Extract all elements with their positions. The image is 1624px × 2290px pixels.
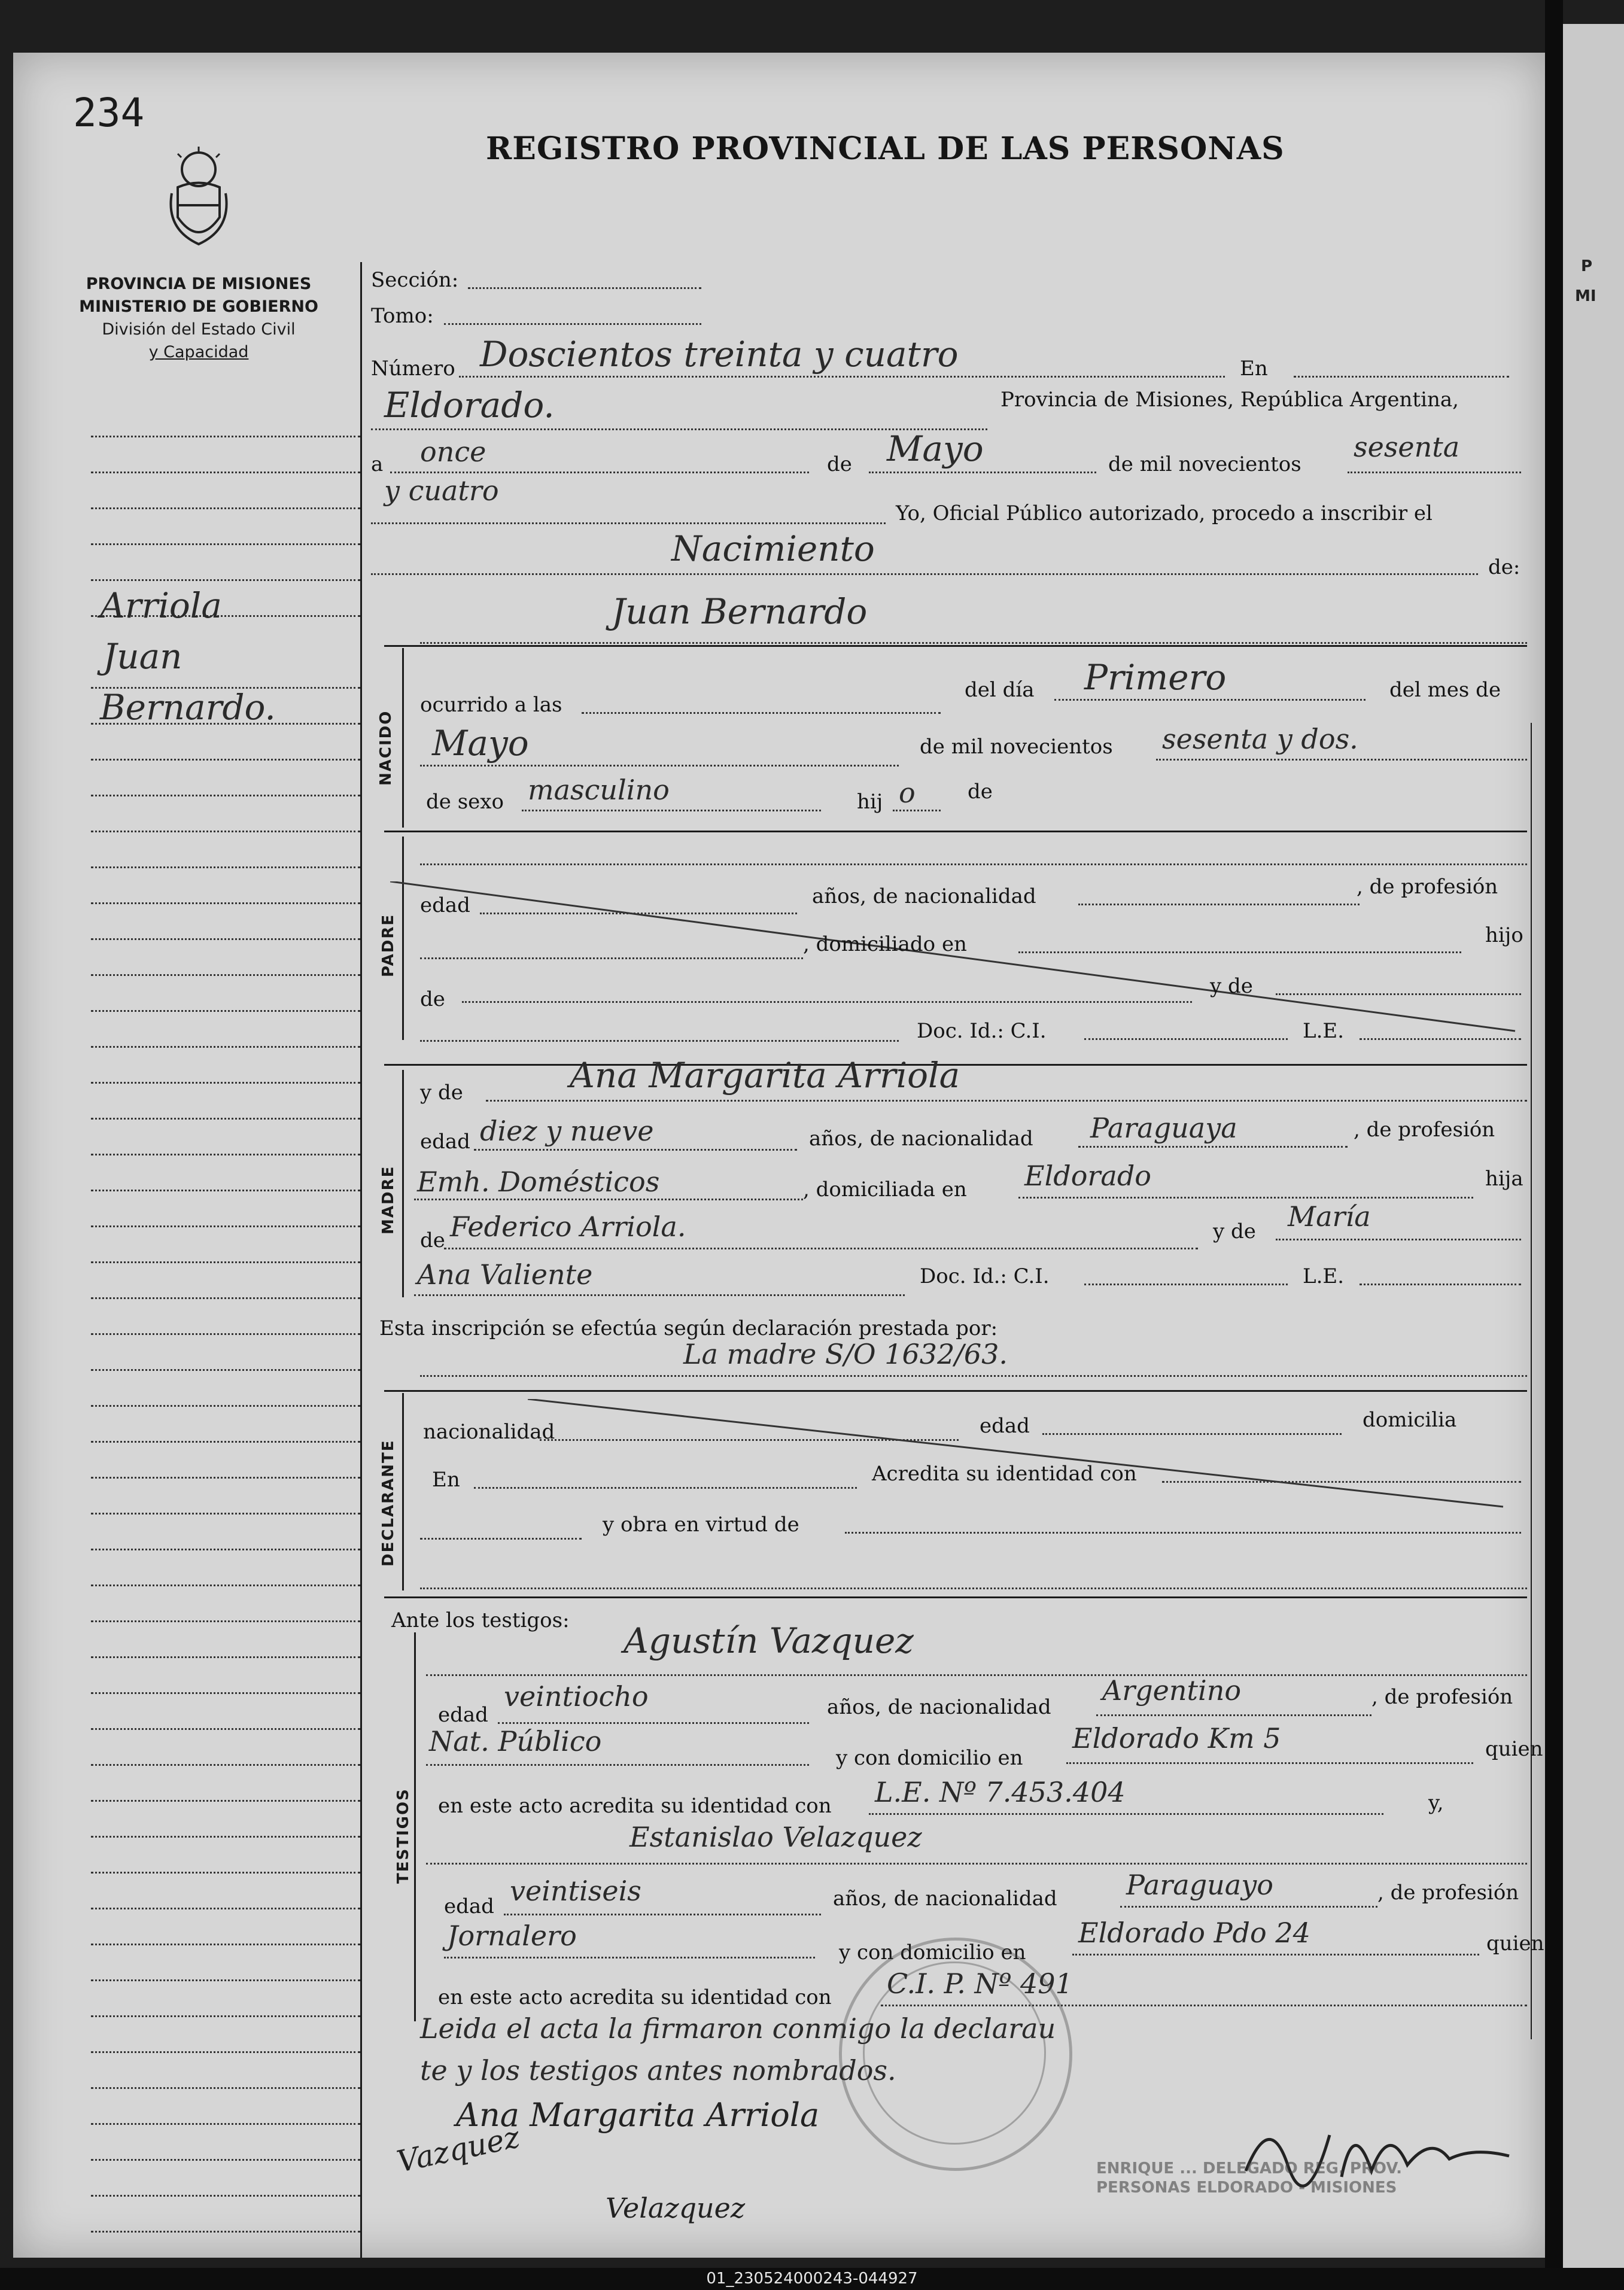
value-mes: Mayo (887, 428, 984, 469)
nacido-bottom-rule (384, 831, 1527, 832)
margin-note-surname: Arriola (100, 585, 222, 626)
label-madre-de: de (420, 1228, 445, 1252)
value-madre-madre-2: Ana Valiente (417, 1258, 593, 1291)
label-t1-acredita: en este acto acredita su identidad con (438, 1794, 832, 1818)
value-t1-edad: veintiocho (504, 1680, 649, 1713)
signature-testigo-2: Velazquez (606, 2192, 746, 2224)
coat-of-arms-icon (160, 145, 238, 256)
label-declarante-domicilia: domicilia (1363, 1408, 1457, 1432)
section-padre: PADRE (379, 913, 397, 977)
value-t1-dom: Eldorado Km 5 (1072, 1722, 1281, 1754)
label-mil-novecientos: de mil novecientos (1108, 452, 1301, 476)
label-de-colon: de: (1488, 555, 1520, 579)
value-dia: once (420, 436, 486, 468)
section-declarante: DECLARANTE (379, 1439, 397, 1567)
label-madre-doc: Doc. Id.: C.I. (920, 1264, 1050, 1288)
declarante-top-rule (384, 1390, 1527, 1392)
value-numero: Doscientos treinta y cuatro (480, 334, 959, 375)
label-padre-y-de: y de (1210, 974, 1253, 998)
label-de-mil-nov: de mil novecientos (920, 735, 1113, 759)
margin-note-second: Bernardo. (100, 687, 276, 728)
label-t1-domicilio: y con domicilio en (836, 1746, 1023, 1770)
value-madre-dom: Eldorado (1024, 1160, 1151, 1192)
margin-note-first: Juan (103, 636, 183, 677)
label-a: a (371, 452, 384, 476)
label-ante-testigos: Ante los testigos: (391, 1608, 570, 1632)
nacido-side-rule (402, 648, 404, 828)
value-t2-edad: veintiseis (510, 1875, 641, 1907)
office-province: PROVINCIA DE MISIONES (86, 275, 312, 293)
label-madre-anos: años, de nacionalidad (809, 1127, 1033, 1151)
value-t1-nombre: Agustín Vazquez (624, 1620, 914, 1661)
nacido-top-rule (384, 645, 1527, 647)
form-left-rule (360, 262, 362, 2258)
label-declarante-nac: nacionalidad (423, 1420, 555, 1444)
label-declarante-obra: y obra en virtud de (603, 1513, 799, 1537)
label-del-mes: del mes de (1389, 678, 1501, 702)
value-hij: o (899, 777, 916, 809)
label-madre-profesion: , de profesión (1354, 1118, 1495, 1142)
value-anio-1: sesenta (1354, 431, 1460, 463)
label-hij-de: de (968, 780, 993, 804)
label-padre-edad: edad (420, 893, 470, 917)
value-t2-nac: Paraguayo (1126, 1869, 1273, 1901)
value-madre-prof: Emh. Domésticos (417, 1166, 660, 1198)
label-t1-profesion: , de profesión (1371, 1685, 1513, 1709)
label-madre-y-de: y de (420, 1081, 463, 1105)
value-t2-prof: Jornalero (447, 1920, 577, 1952)
page-number: 234 (73, 90, 145, 136)
label-t1-y: y, (1428, 1791, 1444, 1815)
stamp-text: ENRIQUE ... DELEGADO REG. PROV. PERSONAS ELDORADO - MISIONES (1096, 2160, 1402, 2197)
value-madre-nac: Paraguaya (1090, 1112, 1237, 1144)
office-division: División del Estado Civil (102, 320, 296, 339)
value-cierre-1: Leida el acta la firmaron conmigo la declarau (420, 2012, 1056, 2045)
label-padre-le: L.E. (1303, 1019, 1345, 1043)
page-title: REGISTRO PROVINCIAL DE LAS PERSONAS (486, 130, 1285, 167)
signature-testigo-1: Vazquez (394, 2119, 523, 2179)
label-de: de (827, 452, 852, 476)
label-t2-acredita: en este acto acredita su identidad con (438, 1985, 832, 2009)
section-madre: MADRE (379, 1165, 397, 1234)
label-madre-le: L.E. (1303, 1264, 1345, 1288)
value-t1-prof: Nat. Público (429, 1725, 602, 1757)
testigos-side-rule (414, 1632, 416, 2021)
section-nacido: NACIDO (377, 710, 395, 786)
label-padre-hijo: hijo (1485, 923, 1523, 947)
value-acto: Nacimiento (671, 528, 875, 569)
value-nombre: Juan Bernardo (612, 591, 868, 632)
office-ministry: MINISTERIO DE GOBIERNO (79, 297, 318, 316)
value-madre-nombre: Ana Margarita Arriola (570, 1055, 960, 1096)
label-madre-hija: hija (1485, 1167, 1523, 1191)
label-hij: hij (857, 790, 883, 814)
label-padre-domiciliado: , domiciliado en (803, 932, 967, 956)
label-t1-edad: edad (438, 1703, 488, 1727)
label-t2-profesion: , de profesión (1377, 1881, 1519, 1905)
label-t2-edad: edad (444, 1894, 494, 1918)
value-cierre-2: te y los testigos antes nombrados. (420, 2054, 896, 2087)
label-padre-profesion: , de profesión (1357, 875, 1498, 899)
label-declarante-edad: edad (980, 1414, 1030, 1438)
label-t2-quien: quien (1486, 1932, 1544, 1956)
form-right-rule (1531, 723, 1532, 2039)
office-capacity: y Capacidad (148, 343, 249, 361)
value-madre-padre: Federico Arriola. (450, 1211, 686, 1243)
declarante-side-rule (402, 1393, 404, 1590)
label-numero: Número (371, 357, 455, 381)
value-t2-nombre: Estanislao Velazquez (629, 1821, 922, 1853)
value-dia-nac: Primero (1084, 657, 1227, 698)
label-t1-quien: quien (1485, 1737, 1543, 1761)
label-yo: Yo, Oficial Público autorizado, procedo a inscribir el (896, 501, 1433, 525)
value-anio-nac: sesenta y dos. (1162, 723, 1358, 755)
label-del-dia: del día (965, 678, 1035, 702)
label-tomo: Tomo: (371, 304, 434, 328)
label-padre-de: de (420, 987, 445, 1011)
value-madre-edad: diez y nueve (480, 1115, 654, 1147)
value-madre-madre-1: María (1288, 1200, 1371, 1233)
label-declarante-acredita: Acredita su identidad con (872, 1462, 1137, 1486)
value-t1-id: L.E. Nº 7.453.404 (875, 1776, 1126, 1808)
label-en: En (1240, 357, 1268, 381)
label-sexo: de sexo (426, 790, 504, 814)
label-provincia: Provincia de Misiones, República Argentina, (1000, 388, 1459, 412)
label-esta-inscripcion: Esta inscripción se efectúa según declaración prestada por: (379, 1316, 998, 1340)
image-caption: 01_230524000243-044927 (0, 2268, 1624, 2290)
value-declarante: La madre S/O 1632/63. (683, 1338, 1008, 1370)
label-padre-doc: Doc. Id.: C.I. (917, 1019, 1047, 1043)
value-mes-nac: Mayo (432, 723, 529, 764)
label-ocurrido: ocurrido a las (420, 693, 562, 717)
label-t1-anos: años, de nacionalidad (827, 1695, 1051, 1719)
adjacent-page-edge: P MI (1563, 24, 1624, 2268)
label-seccion: Sección: (371, 268, 459, 292)
label-t2-domicilio: y con domicilio en (839, 1941, 1026, 1964)
value-t1-nac: Argentino (1102, 1674, 1242, 1707)
register-page (13, 53, 1545, 2258)
signature-madre: Ana Margarita Arriola (456, 2096, 820, 2134)
value-anio-2: y cuatro (384, 475, 499, 507)
label-padre-anos: años, de nacionalidad (812, 884, 1036, 908)
office-block (70, 273, 327, 364)
label-declarante-en: En (432, 1468, 460, 1492)
value-lugar: Eldorado. (384, 385, 555, 425)
declarante-bottom-rule (384, 1596, 1527, 1598)
section-testigos: TESTIGOS (394, 1788, 412, 1884)
label-madre-edad: edad (420, 1130, 470, 1154)
label-t2-anos: años, de nacionalidad (833, 1887, 1057, 1911)
value-t2-id: C.I. P. Nº 491 (887, 1967, 1073, 2000)
value-t2-dom: Eldorado Pdo 24 (1078, 1917, 1310, 1949)
value-sexo: masculino (528, 774, 670, 806)
label-madre-y-de-2: y de (1213, 1219, 1256, 1243)
official-stamp-inner (863, 1961, 1046, 2145)
madre-side-rule (402, 1070, 404, 1297)
label-madre-domiciliada: , domiciliada en (803, 1178, 967, 1202)
book-spine (1545, 0, 1563, 2268)
